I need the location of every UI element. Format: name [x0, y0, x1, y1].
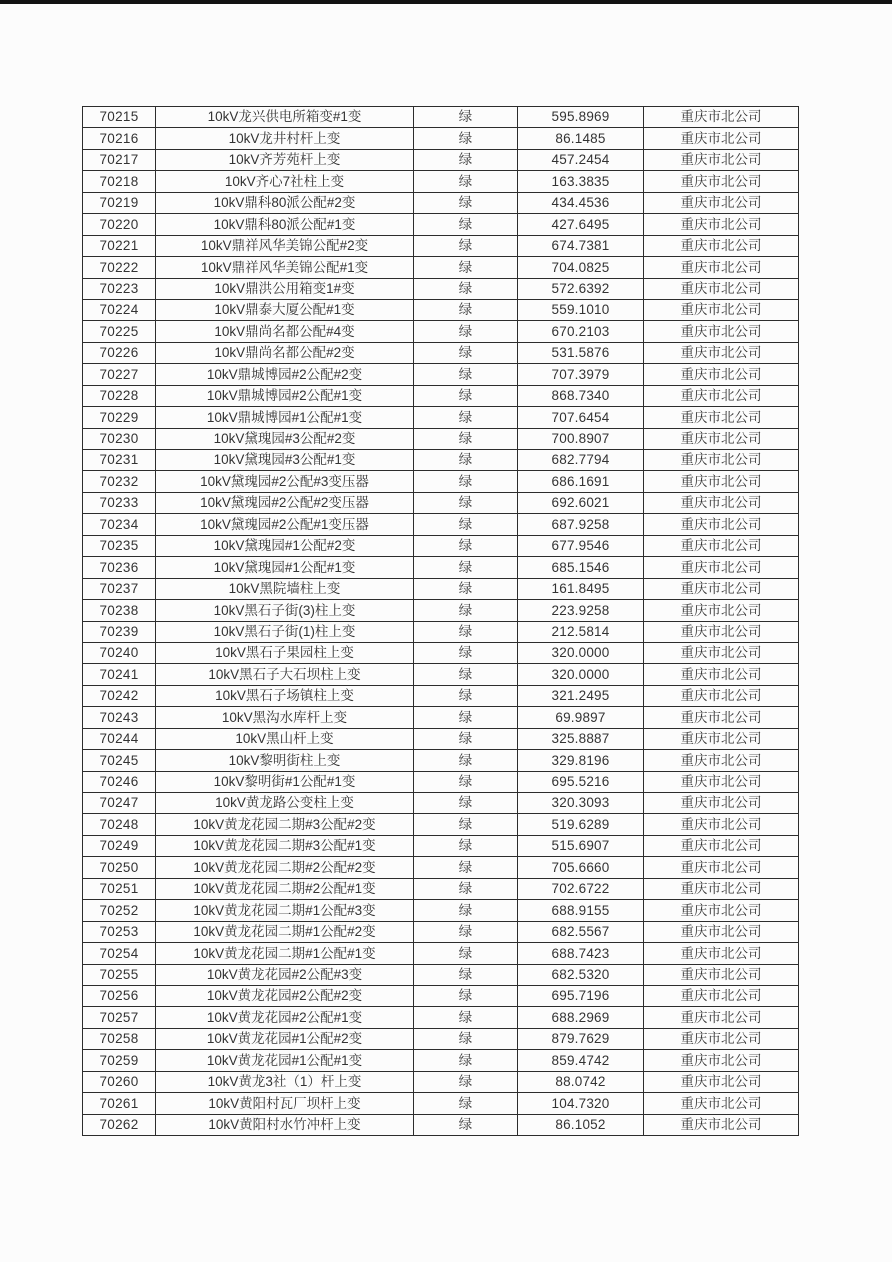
cell-device-name: 10kV鼎城博园#1公配#1变 — [156, 407, 414, 428]
cell-company: 重庆市北公司 — [644, 1050, 799, 1071]
cell-record-id: 70257 — [83, 1007, 156, 1028]
cell-value: 427.6495 — [518, 214, 644, 235]
cell-record-id: 70247 — [83, 793, 156, 814]
cell-device-name: 10kV鼎泰大厦公配#1变 — [156, 299, 414, 320]
cell-status: 绿 — [414, 299, 518, 320]
cell-device-name: 10kV黄龙花园二期#1公配#2变 — [156, 921, 414, 942]
cell-value: 88.0742 — [518, 1071, 644, 1092]
cell-status: 绿 — [414, 342, 518, 363]
cell-status: 绿 — [414, 321, 518, 342]
cell-company: 重庆市北公司 — [644, 664, 799, 685]
cell-status: 绿 — [414, 943, 518, 964]
cell-company: 重庆市北公司 — [644, 149, 799, 170]
cell-company: 重庆市北公司 — [644, 385, 799, 406]
cell-value: 695.5216 — [518, 771, 644, 792]
cell-record-id: 70225 — [83, 321, 156, 342]
substation-table — [82, 106, 799, 1136]
cell-record-id: 70224 — [83, 299, 156, 320]
cell-value: 674.7381 — [518, 235, 644, 256]
table-row — [83, 728, 799, 749]
cell-status: 绿 — [414, 642, 518, 663]
cell-device-name: 10kV黛瑰园#2公配#1变压器 — [156, 514, 414, 535]
cell-status: 绿 — [414, 149, 518, 170]
cell-record-id: 70223 — [83, 278, 156, 299]
cell-status: 绿 — [414, 235, 518, 256]
cell-status: 绿 — [414, 278, 518, 299]
cell-record-id: 70216 — [83, 128, 156, 149]
cell-record-id: 70235 — [83, 535, 156, 556]
cell-company: 重庆市北公司 — [644, 1028, 799, 1049]
cell-device-name: 10kV鼎祥风华美锦公配#2变 — [156, 235, 414, 256]
cell-status: 绿 — [414, 857, 518, 878]
cell-company: 重庆市北公司 — [644, 943, 799, 964]
cell-status: 绿 — [414, 728, 518, 749]
cell-value: 320.0000 — [518, 642, 644, 663]
cell-record-id: 70253 — [83, 921, 156, 942]
table-row — [83, 1071, 799, 1092]
cell-record-id: 70231 — [83, 450, 156, 471]
cell-record-id: 70222 — [83, 257, 156, 278]
cell-record-id: 70241 — [83, 664, 156, 685]
cell-status: 绿 — [414, 900, 518, 921]
cell-status: 绿 — [414, 1071, 518, 1092]
cell-status: 绿 — [414, 750, 518, 771]
cell-company: 重庆市北公司 — [644, 771, 799, 792]
cell-status: 绿 — [414, 600, 518, 621]
cell-status: 绿 — [414, 450, 518, 471]
cell-value: 868.7340 — [518, 385, 644, 406]
table-row — [83, 492, 799, 513]
cell-value: 329.8196 — [518, 750, 644, 771]
cell-value: 223.9258 — [518, 600, 644, 621]
table-row — [83, 321, 799, 342]
cell-value: 519.6289 — [518, 814, 644, 835]
cell-status: 绿 — [414, 257, 518, 278]
cell-company: 重庆市北公司 — [644, 728, 799, 749]
table-row — [83, 1007, 799, 1028]
cell-device-name: 10kV黑山杆上变 — [156, 728, 414, 749]
cell-device-name: 10kV黄阳村瓦厂坝杆上变 — [156, 1093, 414, 1114]
cell-status: 绿 — [414, 1114, 518, 1135]
table-row — [83, 1093, 799, 1114]
page-top-border-bar — [0, 0, 892, 4]
cell-status: 绿 — [414, 107, 518, 128]
table-row — [83, 600, 799, 621]
cell-company: 重庆市北公司 — [644, 621, 799, 642]
cell-value: 212.5814 — [518, 621, 644, 642]
cell-company: 重庆市北公司 — [644, 407, 799, 428]
cell-status: 绿 — [414, 578, 518, 599]
cell-company: 重庆市北公司 — [644, 171, 799, 192]
table-row — [83, 364, 799, 385]
table-row — [83, 171, 799, 192]
cell-device-name: 10kV黄龙花园#1公配#2变 — [156, 1028, 414, 1049]
cell-company: 重庆市北公司 — [644, 835, 799, 856]
table-row — [83, 192, 799, 213]
cell-company: 重庆市北公司 — [644, 600, 799, 621]
cell-company: 重庆市北公司 — [644, 964, 799, 985]
table-row — [83, 557, 799, 578]
cell-value: 104.7320 — [518, 1093, 644, 1114]
cell-record-id: 70215 — [83, 107, 156, 128]
table-row — [83, 793, 799, 814]
cell-device-name: 10kV黛瑰园#3公配#1变 — [156, 450, 414, 471]
cell-status: 绿 — [414, 664, 518, 685]
cell-device-name: 10kV黑沟水库杆上变 — [156, 707, 414, 728]
cell-value: 686.1691 — [518, 471, 644, 492]
cell-device-name: 10kV黑石子街(3)柱上变 — [156, 600, 414, 621]
cell-value: 682.5567 — [518, 921, 644, 942]
cell-company: 重庆市北公司 — [644, 1007, 799, 1028]
cell-status: 绿 — [414, 471, 518, 492]
cell-status: 绿 — [414, 1028, 518, 1049]
cell-status: 绿 — [414, 835, 518, 856]
cell-device-name: 10kV齐芳苑杆上变 — [156, 149, 414, 170]
cell-status: 绿 — [414, 364, 518, 385]
cell-record-id: 70219 — [83, 192, 156, 213]
cell-company: 重庆市北公司 — [644, 685, 799, 706]
cell-device-name: 10kV黄龙花园二期#2公配#1变 — [156, 878, 414, 899]
cell-device-name: 10kV黑石子街(1)柱上变 — [156, 621, 414, 642]
cell-record-id: 70233 — [83, 492, 156, 513]
cell-value: 434.4536 — [518, 192, 644, 213]
cell-record-id: 70229 — [83, 407, 156, 428]
cell-device-name: 10kV黄龙花园二期#3公配#1变 — [156, 835, 414, 856]
cell-value: 161.8495 — [518, 578, 644, 599]
cell-record-id: 70249 — [83, 835, 156, 856]
table-row — [83, 578, 799, 599]
cell-record-id: 70243 — [83, 707, 156, 728]
cell-value: 670.2103 — [518, 321, 644, 342]
cell-device-name: 10kV鼎科80派公配#1变 — [156, 214, 414, 235]
cell-status: 绿 — [414, 985, 518, 1006]
table-row — [83, 235, 799, 256]
cell-value: 321.2495 — [518, 685, 644, 706]
cell-device-name: 10kV黑石子大石坝柱上变 — [156, 664, 414, 685]
cell-company: 重庆市北公司 — [644, 428, 799, 449]
cell-company: 重庆市北公司 — [644, 128, 799, 149]
cell-record-id: 70238 — [83, 600, 156, 621]
cell-company: 重庆市北公司 — [644, 1093, 799, 1114]
table-row — [83, 900, 799, 921]
table-row — [83, 407, 799, 428]
cell-company: 重庆市北公司 — [644, 514, 799, 535]
table-row — [83, 1050, 799, 1071]
cell-value: 688.7423 — [518, 943, 644, 964]
cell-device-name: 10kV鼎尚名都公配#4变 — [156, 321, 414, 342]
cell-record-id: 70220 — [83, 214, 156, 235]
table-row — [83, 878, 799, 899]
cell-record-id: 70256 — [83, 985, 156, 1006]
cell-status: 绿 — [414, 685, 518, 706]
cell-company: 重庆市北公司 — [644, 342, 799, 363]
cell-record-id: 70250 — [83, 857, 156, 878]
cell-device-name: 10kV黛瑰园#2公配#3变压器 — [156, 471, 414, 492]
cell-record-id: 70234 — [83, 514, 156, 535]
cell-record-id: 70245 — [83, 750, 156, 771]
cell-value: 692.6021 — [518, 492, 644, 513]
table-row — [83, 685, 799, 706]
cell-record-id: 70258 — [83, 1028, 156, 1049]
cell-value: 707.3979 — [518, 364, 644, 385]
cell-company: 重庆市北公司 — [644, 814, 799, 835]
cell-device-name: 10kV鼎洪公用箱变1#变 — [156, 278, 414, 299]
cell-record-id: 70240 — [83, 642, 156, 663]
table-row — [83, 514, 799, 535]
cell-record-id: 70237 — [83, 578, 156, 599]
cell-company: 重庆市北公司 — [644, 921, 799, 942]
cell-device-name: 10kV黛瑰园#3公配#2变 — [156, 428, 414, 449]
cell-device-name: 10kV鼎科80派公配#2变 — [156, 192, 414, 213]
cell-status: 绿 — [414, 128, 518, 149]
cell-value: 700.8907 — [518, 428, 644, 449]
cell-value: 86.1052 — [518, 1114, 644, 1135]
cell-status: 绿 — [414, 814, 518, 835]
cell-company: 重庆市北公司 — [644, 707, 799, 728]
substation-table-body — [83, 107, 799, 1136]
table-row — [83, 278, 799, 299]
cell-status: 绿 — [414, 171, 518, 192]
cell-company: 重庆市北公司 — [644, 214, 799, 235]
table-row — [83, 1028, 799, 1049]
cell-status: 绿 — [414, 1050, 518, 1071]
table-row — [83, 450, 799, 471]
table-row — [83, 342, 799, 363]
cell-value: 69.9897 — [518, 707, 644, 728]
table-row — [83, 964, 799, 985]
cell-record-id: 70251 — [83, 878, 156, 899]
cell-status: 绿 — [414, 771, 518, 792]
table-row — [83, 535, 799, 556]
cell-device-name: 10kV黄龙花园#2公配#3变 — [156, 964, 414, 985]
table-row — [83, 299, 799, 320]
cell-company: 重庆市北公司 — [644, 878, 799, 899]
cell-status: 绿 — [414, 1093, 518, 1114]
cell-device-name: 10kV黑院墙柱上变 — [156, 578, 414, 599]
cell-status: 绿 — [414, 964, 518, 985]
cell-company: 重庆市北公司 — [644, 364, 799, 385]
table-row — [83, 257, 799, 278]
cell-value: 677.9546 — [518, 535, 644, 556]
cell-record-id: 70230 — [83, 428, 156, 449]
cell-device-name: 10kV齐心7社柱上变 — [156, 171, 414, 192]
table-row — [83, 428, 799, 449]
cell-value: 86.1485 — [518, 128, 644, 149]
cell-status: 绿 — [414, 921, 518, 942]
cell-status: 绿 — [414, 385, 518, 406]
cell-device-name: 10kV黎明街#1公配#1变 — [156, 771, 414, 792]
cell-device-name: 10kV黑石子果园柱上变 — [156, 642, 414, 663]
cell-value: 595.8969 — [518, 107, 644, 128]
cell-company: 重庆市北公司 — [644, 192, 799, 213]
cell-status: 绿 — [414, 407, 518, 428]
cell-record-id: 70242 — [83, 685, 156, 706]
cell-status: 绿 — [414, 707, 518, 728]
table-row — [83, 857, 799, 878]
cell-device-name: 10kV黄龙花园二期#3公配#2变 — [156, 814, 414, 835]
cell-device-name: 10kV黄龙花园#1公配#1变 — [156, 1050, 414, 1071]
cell-value: 704.0825 — [518, 257, 644, 278]
cell-value: 682.5320 — [518, 964, 644, 985]
cell-company: 重庆市北公司 — [644, 1114, 799, 1135]
cell-company: 重庆市北公司 — [644, 642, 799, 663]
table-row — [83, 471, 799, 492]
cell-record-id: 70248 — [83, 814, 156, 835]
cell-device-name: 10kV黛瑰园#1公配#2变 — [156, 535, 414, 556]
table-row — [83, 642, 799, 663]
cell-company: 重庆市北公司 — [644, 299, 799, 320]
cell-company: 重庆市北公司 — [644, 985, 799, 1006]
cell-device-name: 10kV龙兴供电所箱变#1变 — [156, 107, 414, 128]
cell-value: 515.6907 — [518, 835, 644, 856]
cell-status: 绿 — [414, 878, 518, 899]
cell-company: 重庆市北公司 — [644, 471, 799, 492]
cell-record-id: 70228 — [83, 385, 156, 406]
cell-company: 重庆市北公司 — [644, 793, 799, 814]
table-row — [83, 214, 799, 235]
cell-value: 688.2969 — [518, 1007, 644, 1028]
cell-record-id: 70236 — [83, 557, 156, 578]
cell-value: 859.4742 — [518, 1050, 644, 1071]
cell-company: 重庆市北公司 — [644, 750, 799, 771]
cell-record-id: 70246 — [83, 771, 156, 792]
table-row — [83, 664, 799, 685]
cell-value: 531.5876 — [518, 342, 644, 363]
cell-record-id: 70260 — [83, 1071, 156, 1092]
table-row — [83, 943, 799, 964]
table-row — [83, 107, 799, 128]
cell-status: 绿 — [414, 557, 518, 578]
cell-value: 682.7794 — [518, 450, 644, 471]
cell-value: 879.7629 — [518, 1028, 644, 1049]
cell-device-name: 10kV黄阳村水竹冲杆上变 — [156, 1114, 414, 1135]
table-row — [83, 621, 799, 642]
cell-status: 绿 — [414, 214, 518, 235]
cell-record-id: 70227 — [83, 364, 156, 385]
table-row — [83, 128, 799, 149]
cell-company: 重庆市北公司 — [644, 535, 799, 556]
cell-device-name: 10kV黄龙花园#2公配#2变 — [156, 985, 414, 1006]
table-row — [83, 385, 799, 406]
cell-device-name: 10kV龙井村杆上变 — [156, 128, 414, 149]
cell-value: 325.8887 — [518, 728, 644, 749]
cell-company: 重庆市北公司 — [644, 857, 799, 878]
cell-record-id: 70217 — [83, 149, 156, 170]
cell-record-id: 70262 — [83, 1114, 156, 1135]
cell-device-name: 10kV黄龙花园二期#2公配#2变 — [156, 857, 414, 878]
cell-value: 572.6392 — [518, 278, 644, 299]
cell-device-name: 10kV鼎祥风华美锦公配#1变 — [156, 257, 414, 278]
cell-device-name: 10kV黛瑰园#1公配#1变 — [156, 557, 414, 578]
cell-record-id: 70244 — [83, 728, 156, 749]
cell-device-name: 10kV黛瑰园#2公配#2变压器 — [156, 492, 414, 513]
cell-value: 687.9258 — [518, 514, 644, 535]
cell-status: 绿 — [414, 535, 518, 556]
cell-status: 绿 — [414, 192, 518, 213]
cell-device-name: 10kV黄龙花园二期#1公配#1变 — [156, 943, 414, 964]
cell-record-id: 70261 — [83, 1093, 156, 1114]
cell-value: 685.1546 — [518, 557, 644, 578]
table-row — [83, 814, 799, 835]
table-row — [83, 750, 799, 771]
cell-company: 重庆市北公司 — [644, 235, 799, 256]
table-row — [83, 707, 799, 728]
table-row — [83, 771, 799, 792]
cell-device-name: 10kV黄龙路公变柱上变 — [156, 793, 414, 814]
cell-value: 163.3835 — [518, 171, 644, 192]
cell-device-name: 10kV黄龙花园#2公配#1变 — [156, 1007, 414, 1028]
cell-value: 457.2454 — [518, 149, 644, 170]
cell-record-id: 70239 — [83, 621, 156, 642]
cell-status: 绿 — [414, 621, 518, 642]
cell-status: 绿 — [414, 514, 518, 535]
table-row — [83, 1114, 799, 1135]
cell-device-name: 10kV鼎城博园#2公配#1变 — [156, 385, 414, 406]
cell-device-name: 10kV黄龙3社（1）杆上变 — [156, 1071, 414, 1092]
cell-value: 707.6454 — [518, 407, 644, 428]
cell-record-id: 70221 — [83, 235, 156, 256]
cell-status: 绿 — [414, 793, 518, 814]
cell-value: 559.1010 — [518, 299, 644, 320]
cell-device-name: 10kV黄龙花园二期#1公配#3变 — [156, 900, 414, 921]
cell-status: 绿 — [414, 1007, 518, 1028]
cell-company: 重庆市北公司 — [644, 1071, 799, 1092]
table-row — [83, 921, 799, 942]
cell-value: 320.3093 — [518, 793, 644, 814]
cell-company: 重庆市北公司 — [644, 578, 799, 599]
cell-company: 重庆市北公司 — [644, 278, 799, 299]
table-row — [83, 835, 799, 856]
cell-company: 重庆市北公司 — [644, 450, 799, 471]
cell-company: 重庆市北公司 — [644, 321, 799, 342]
cell-device-name: 10kV黎明街柱上变 — [156, 750, 414, 771]
cell-record-id: 70232 — [83, 471, 156, 492]
cell-company: 重庆市北公司 — [644, 557, 799, 578]
cell-company: 重庆市北公司 — [644, 492, 799, 513]
cell-record-id: 70218 — [83, 171, 156, 192]
cell-company: 重庆市北公司 — [644, 257, 799, 278]
cell-device-name: 10kV鼎尚名都公配#2变 — [156, 342, 414, 363]
table-row — [83, 149, 799, 170]
cell-status: 绿 — [414, 492, 518, 513]
cell-device-name: 10kV鼎城博园#2公配#2变 — [156, 364, 414, 385]
cell-record-id: 70226 — [83, 342, 156, 363]
cell-value: 695.7196 — [518, 985, 644, 1006]
table-row — [83, 985, 799, 1006]
cell-status: 绿 — [414, 428, 518, 449]
cell-record-id: 70254 — [83, 943, 156, 964]
cell-value: 320.0000 — [518, 664, 644, 685]
cell-record-id: 70255 — [83, 964, 156, 985]
cell-company: 重庆市北公司 — [644, 107, 799, 128]
cell-value: 705.6660 — [518, 857, 644, 878]
cell-record-id: 70252 — [83, 900, 156, 921]
cell-device-name: 10kV黑石子场镇柱上变 — [156, 685, 414, 706]
cell-value: 702.6722 — [518, 878, 644, 899]
cell-company: 重庆市北公司 — [644, 900, 799, 921]
cell-record-id: 70259 — [83, 1050, 156, 1071]
cell-value: 688.9155 — [518, 900, 644, 921]
